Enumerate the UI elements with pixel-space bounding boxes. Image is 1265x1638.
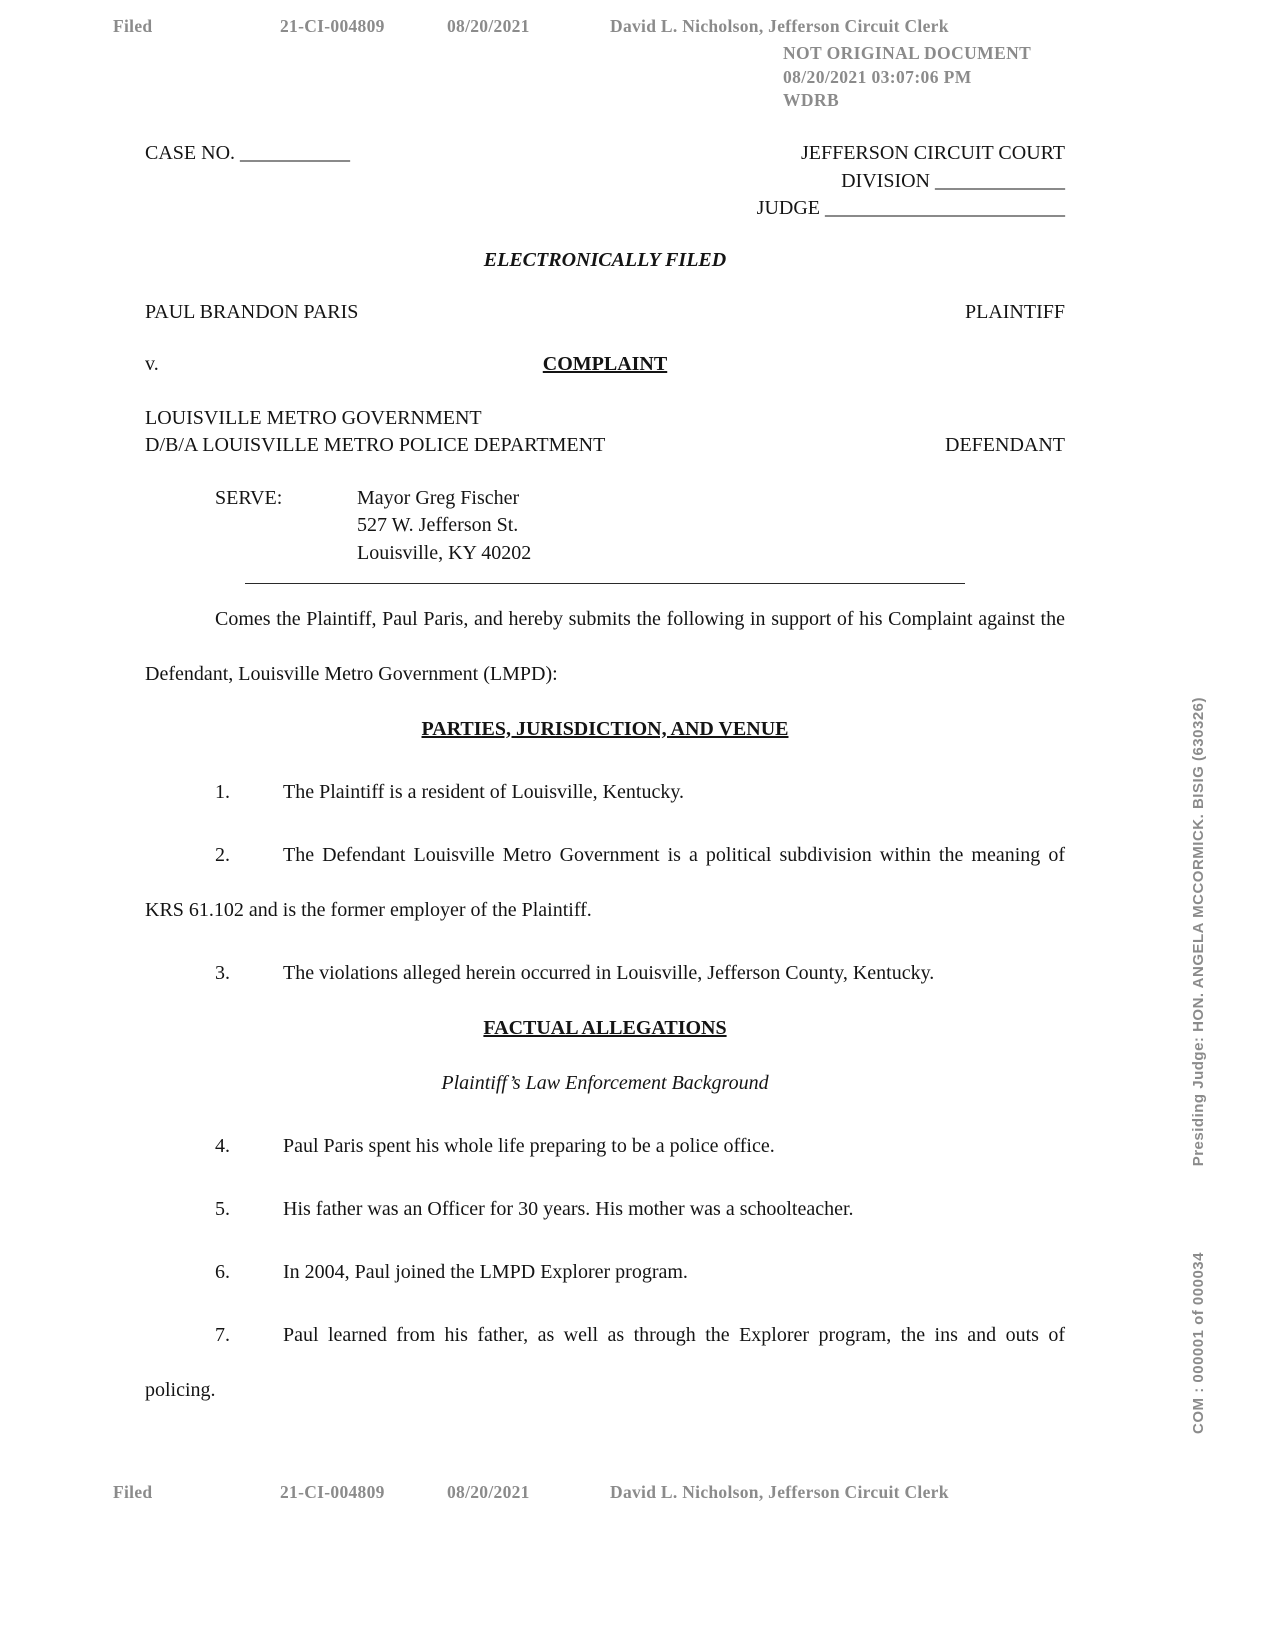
paragraph-number: 6. (215, 1261, 230, 1283)
serve-label: SERVE: (215, 486, 283, 509)
numbered-paragraph-3 (145, 946, 1065, 1001)
numbered-paragraph-7 (145, 1308, 1065, 1418)
plaintiff-label: PLAINTIFF (964, 300, 1065, 323)
document-title: COMPLAINT (542, 352, 668, 375)
defendant-block (145, 405, 1065, 460)
versus-label: v. (145, 352, 159, 375)
defendant-label: DEFENDANT (945, 434, 1065, 456)
paragraph-number: 5. (215, 1198, 230, 1220)
filing-date: 08/20/2021 (447, 1482, 530, 1502)
defendant-name-line1: LOUISVILLE METRO GOVERNMENT (145, 406, 482, 429)
paragraph-text: The Defendant Louisville Metro Government is a political subdivision within the meaning of KRS 61.102 and is the former employer of the Plaintiff. (145, 844, 1065, 921)
paragraph-number: 1. (215, 781, 230, 803)
paragraph-text: Paul learned from his father, as well as through the Explorer program, the ins and outs of policing. (145, 1324, 1065, 1401)
paragraph-number: 3. (215, 962, 230, 984)
paragraph-text: His father was an Officer for 30 years. His mother was a schoolteacher. (283, 1198, 854, 1220)
com-page-stamp: COM : 000001 of 000034 (1190, 1252, 1207, 1434)
paragraph-number: 7. (215, 1324, 230, 1346)
section-heading-factual: FACTUAL ALLEGATIONS (483, 1017, 727, 1039)
filed-label: Filed (113, 1482, 153, 1502)
serve-block (145, 485, 1065, 568)
presiding-judge-stamp: Presiding Judge: HON. ANGELA MCCORMICK. BISIG (630326) (1190, 697, 1207, 1167)
defendant-name-line2: D/B/A LOUISVILLE METRO POLICE DEPARTMENT (145, 434, 606, 456)
case-number: 21-CI-004809 (280, 16, 385, 36)
stamp-station: WDRB (783, 90, 840, 110)
clerk-name: David L. Nicholson, Jefferson Circuit Clerk (610, 16, 949, 36)
numbered-paragraph-6 (145, 1245, 1065, 1300)
serve-line (145, 485, 1065, 513)
court-block (757, 140, 1065, 223)
court-name: JEFFERSON CIRCUIT COURT (800, 142, 1065, 164)
electronically-filed-label: ELECTRONICALLY FILED (483, 248, 727, 271)
plaintiff-row (145, 301, 1065, 324)
plaintiff-name: PAUL BRANDON PARIS (145, 300, 359, 323)
serve-street: 527 W. Jefferson St. (357, 514, 519, 536)
bottom-filing-stamp (113, 1482, 1225, 1503)
stamp-datetime: 08/20/2021 03:07:06 PM (783, 66, 972, 87)
paragraph-text: In 2004, Paul joined the LMPD Explorer program. (283, 1261, 688, 1283)
not-original-line: NOT ORIGINAL DOCUMENT (783, 43, 1032, 63)
serve-name: Mayor Greg Fischer (357, 486, 520, 509)
case-number: 21-CI-004809 (280, 1482, 385, 1502)
numbered-paragraph-4 (145, 1119, 1065, 1174)
paragraph-number: 4. (215, 1135, 230, 1157)
paragraph-text: Paul Paris spent his whole life preparing to be a police office. (283, 1135, 775, 1157)
judge-blank: JUDGE ________________________ (756, 197, 1065, 219)
paragraph-text: The Plaintiff is a resident of Louisville, Kentucky. (283, 781, 685, 803)
numbered-paragraph-2 (145, 828, 1065, 938)
signature-rule (245, 583, 965, 584)
clerk-name: David L. Nicholson, Jefferson Circuit Clerk (610, 1482, 949, 1502)
numbered-paragraph-1 (145, 765, 1065, 820)
case-caption (145, 0, 1065, 223)
serve-city: Louisville, KY 40202 (357, 541, 532, 564)
case-no-blank: CASE NO. ___________ (145, 142, 351, 164)
title-row (145, 353, 1065, 376)
filing-date: 08/20/2021 (447, 16, 530, 36)
section-heading-parties: PARTIES, JURISDICTION, AND VENUE (421, 718, 789, 740)
filed-label: Filed (113, 16, 153, 36)
paragraph-number: 2. (215, 844, 230, 866)
document-content (145, 0, 1065, 1418)
sub-heading-background: Plaintiff’s Law Enforcement Background (441, 1072, 769, 1094)
numbered-paragraph-5 (145, 1182, 1065, 1237)
intro-paragraph: Comes the Plaintiff, Paul Paris, and hereby submits the following in support of his Complaint against the Defendant, Louisville Metro Government (LMPD): (145, 608, 1065, 685)
division-blank: DIVISION _____________ (841, 169, 1065, 192)
paragraph-text: The violations alleged herein occurred in Louisville, Jefferson County, Kentucky. (283, 962, 935, 984)
